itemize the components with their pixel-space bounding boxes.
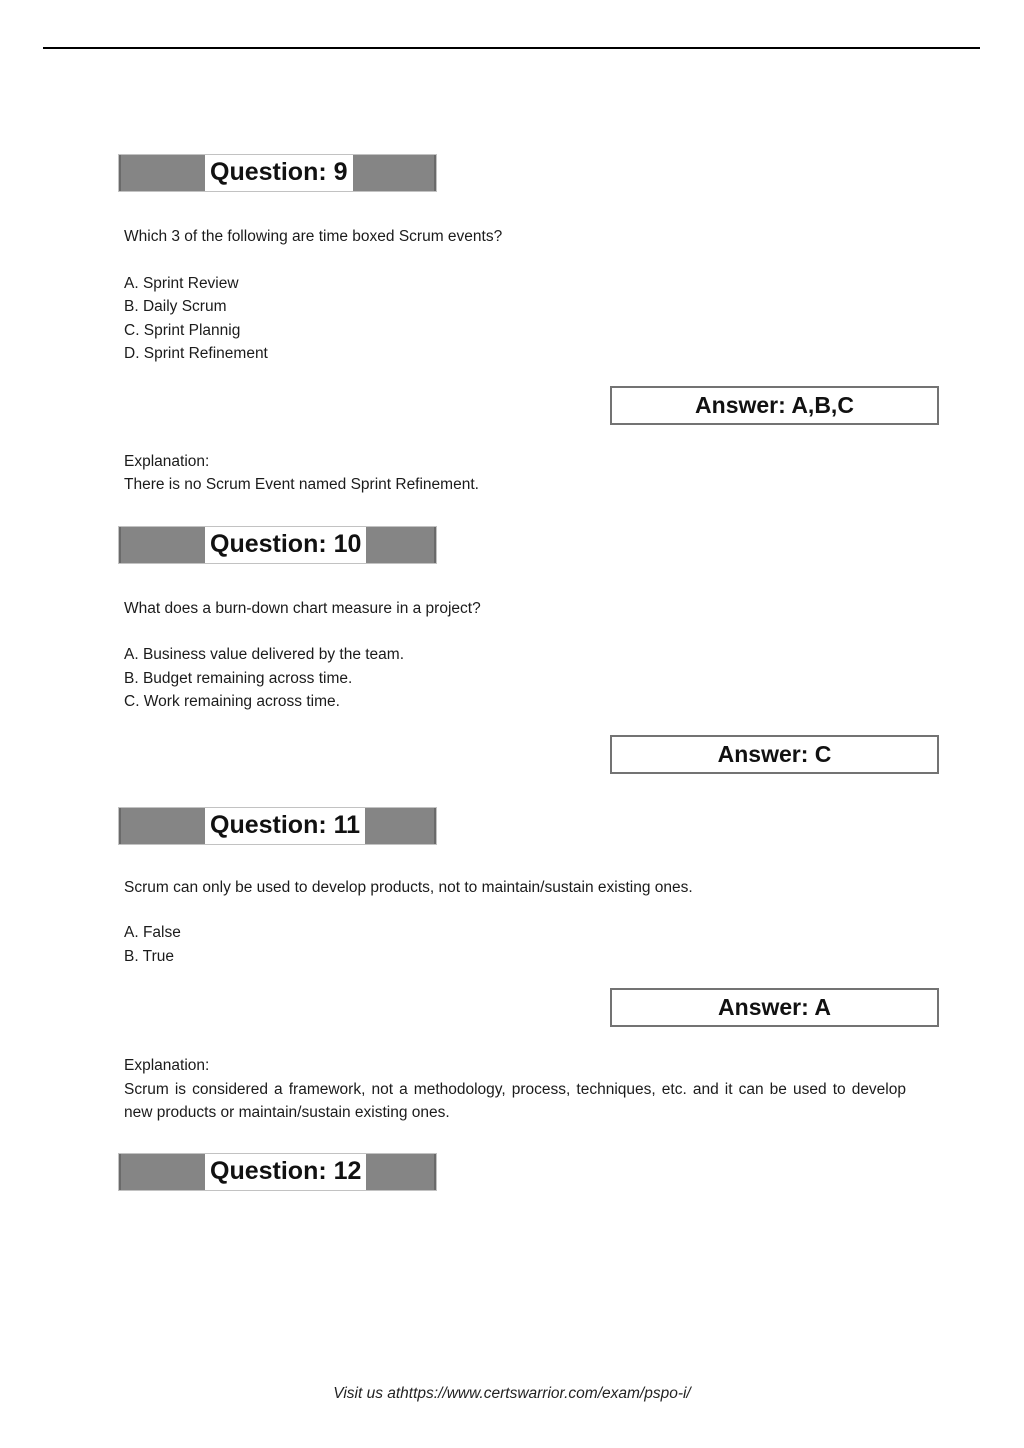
question-10-title: Question: 10 <box>210 529 362 558</box>
question-10-header <box>118 526 437 564</box>
page-header-rule <box>43 47 980 49</box>
question-11-title: Question: 11 <box>210 810 361 839</box>
question-11-text: Scrum can only be used to develop products, not to maintain/sustain existing ones. <box>124 878 693 896</box>
header-gray-bar-right <box>365 808 436 844</box>
question-11-answer-box <box>610 988 939 1027</box>
question-9-options <box>124 272 1024 366</box>
question-9-title: Question: 9 <box>210 158 348 186</box>
option-a: A. Business value delivered by the team. <box>124 646 405 663</box>
option-b: B. Budget remaining across time. <box>124 669 353 687</box>
option-a: A. False <box>124 924 181 941</box>
header-gray-bar-left <box>119 527 205 563</box>
option-a: A. Sprint Review <box>124 274 239 292</box>
explanation-label: Explanation: <box>124 452 210 470</box>
option-b: B. True <box>124 947 174 965</box>
header-gray-bar-right <box>353 155 436 191</box>
question-10-answer-box <box>610 735 939 774</box>
header-gray-bar-left <box>119 1154 205 1190</box>
question-9-header <box>118 154 437 192</box>
question-12-title: Question: 12 <box>210 1156 362 1185</box>
question-9-explanation <box>124 450 930 497</box>
question-9-answer-text: Answer: A,B,C <box>695 391 854 418</box>
option-c: C. Work remaining across time. <box>124 693 340 710</box>
question-11-header <box>118 807 437 845</box>
explanation-text: Scrum is considered a framework, not a methodology, process, techniques, etc. and it can be used to develop new products or maintain/sustain existing ones. <box>124 1080 906 1121</box>
question-10-answer-text: Answer: C <box>717 740 832 767</box>
question-10-text: What does a burn-down chart measure in a project? <box>124 599 481 617</box>
header-gray-bar-right <box>366 527 436 563</box>
header-gray-bar-left <box>119 155 205 191</box>
option-c: C. Sprint Plannig <box>124 321 241 339</box>
question-9-text: Which 3 of the following are time boxed Scrum events? <box>124 228 503 245</box>
explanation-label: Explanation: <box>124 1057 210 1074</box>
footer-link: Visit us athttps://www.certswarrior.com/exam/pspo-i/ <box>333 1385 691 1402</box>
option-d: D. Sprint Refinement <box>124 345 268 362</box>
option-b: B. Daily Scrum <box>124 298 227 315</box>
explanation-text: There is no Scrum Event named Sprint Refinement. <box>124 476 479 493</box>
header-gray-bar-right <box>366 1154 436 1190</box>
question-11-options <box>124 921 1024 968</box>
header-gray-bar-left <box>119 808 205 844</box>
question-11-answer-text: Answer: A <box>718 994 831 1020</box>
question-10-options <box>124 643 1024 714</box>
question-12-header <box>118 1153 437 1191</box>
question-9-answer-box <box>610 386 939 425</box>
question-11-explanation <box>124 1054 930 1125</box>
